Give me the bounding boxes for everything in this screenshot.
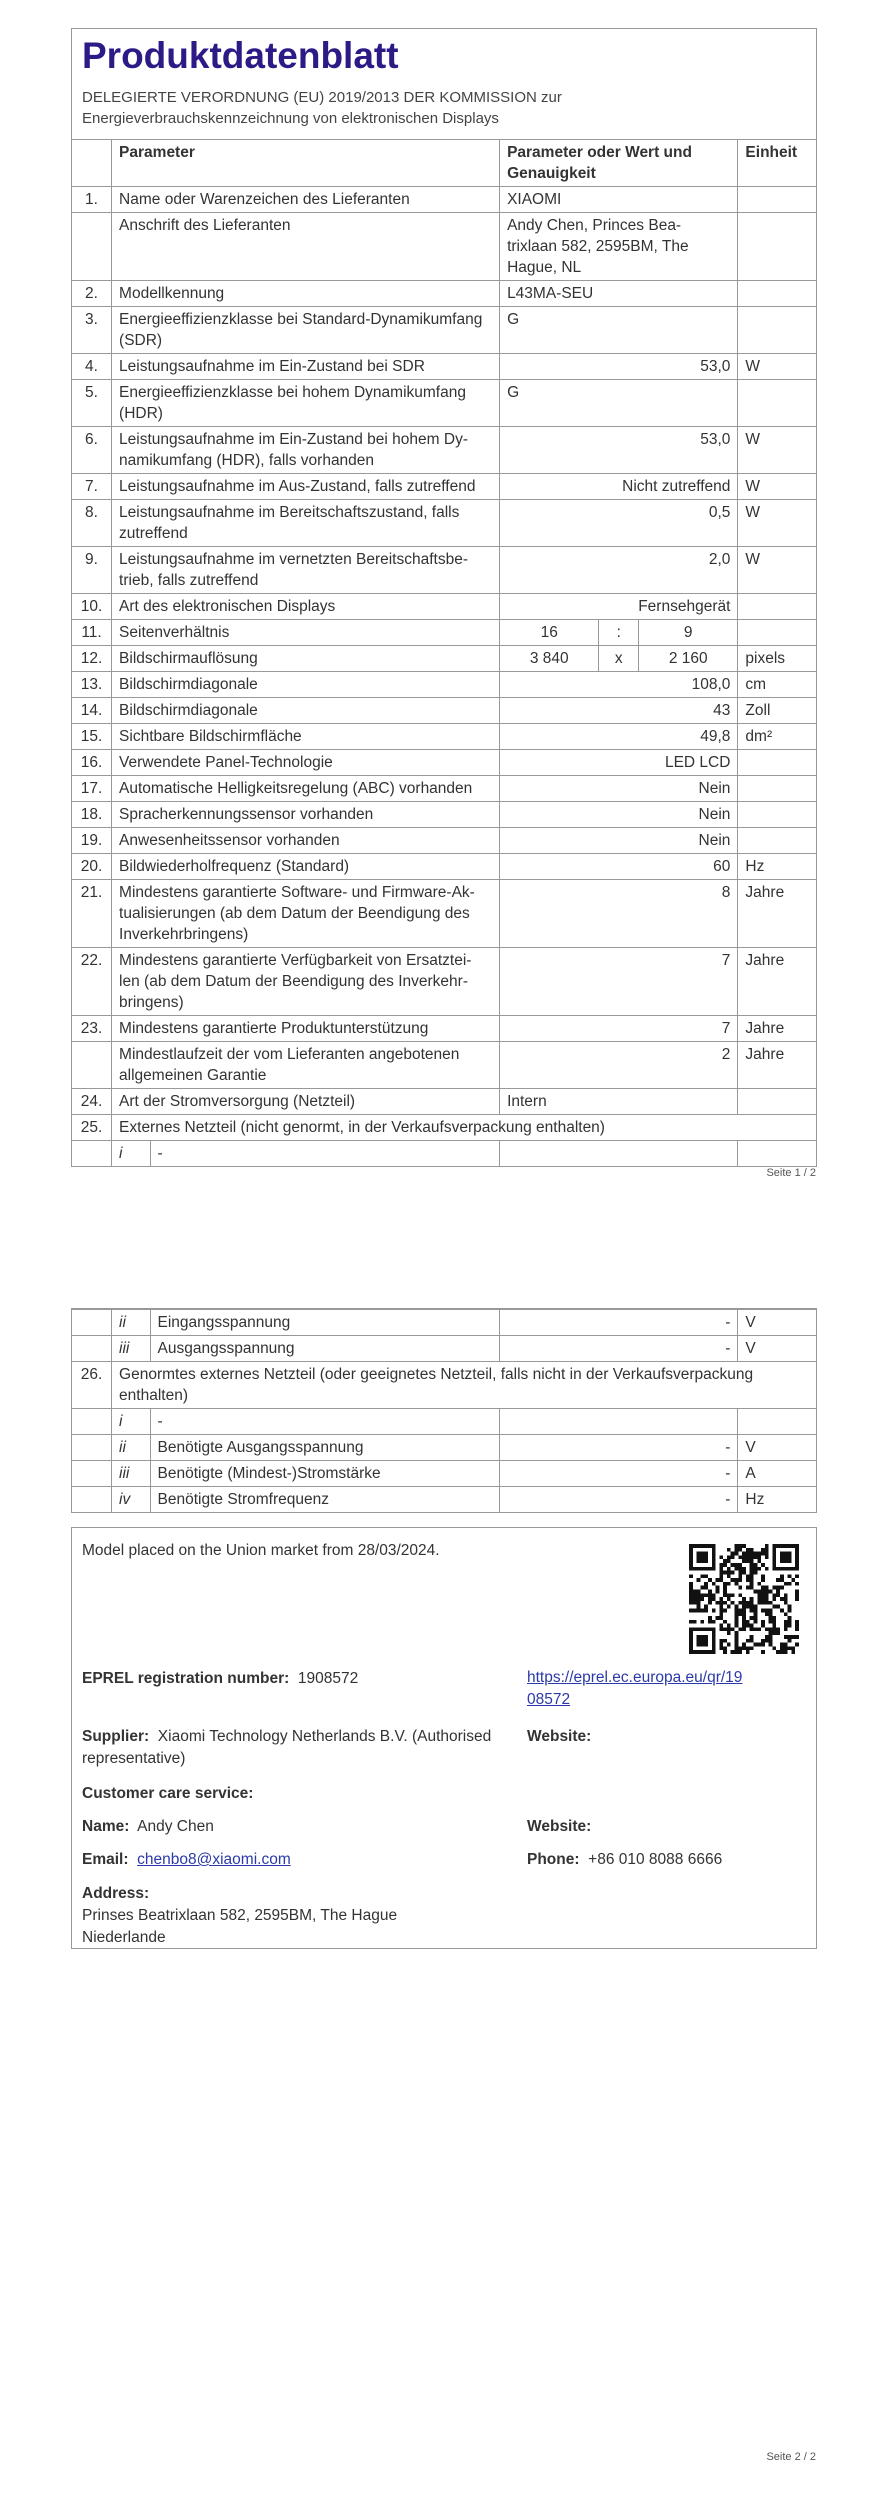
row-number: 10. xyxy=(72,594,112,620)
row-value: 60 xyxy=(500,854,738,880)
row-number: 18. xyxy=(72,802,112,828)
row-value-part-1: 3 840 xyxy=(500,646,599,672)
row-parameter: Art der Stromversorgung (Netzteil) xyxy=(112,1089,500,1115)
row-parameter: Externes Netzteil (nicht genormt, in der Verkaufsverpackung enthalten) xyxy=(112,1115,816,1141)
row-parameter: Bildschirmdiagonale xyxy=(112,672,500,698)
row-parameter: Name oder Warenzeichen des Lieferanten xyxy=(112,187,500,213)
address-block xyxy=(82,1883,397,1949)
row-number: 24. xyxy=(72,1089,112,1115)
row-unit: Hz xyxy=(738,854,816,880)
contact-name-row xyxy=(82,1816,214,1838)
row-value: Fernsehgerät xyxy=(500,594,738,620)
table-row xyxy=(72,672,816,698)
sub-unit: V xyxy=(738,1310,816,1336)
row-number: 16. xyxy=(72,750,112,776)
supplier-info-box xyxy=(71,1527,817,1949)
website-label-2: Website: xyxy=(527,1818,592,1835)
row-unit: Jahre xyxy=(738,1042,816,1089)
table-row xyxy=(72,307,816,354)
row-value-separator: x xyxy=(599,646,639,672)
row-parameter: Anwesenheitssensor vorhanden xyxy=(112,828,500,854)
sub-value xyxy=(500,1409,738,1435)
row-number: 19. xyxy=(72,828,112,854)
table-row xyxy=(72,500,816,547)
email-row xyxy=(82,1849,291,1871)
eprel-row xyxy=(82,1668,358,1690)
header-parameter: Parameter xyxy=(112,140,500,187)
row-unit: W xyxy=(738,474,816,500)
sub-unit: V xyxy=(738,1336,816,1362)
table-row xyxy=(72,620,816,646)
row-value-part-2: 2 160 xyxy=(639,646,738,672)
row-value: 2,0 xyxy=(500,547,738,594)
row-unit: dm² xyxy=(738,724,816,750)
table-row xyxy=(72,1362,816,1409)
sub-index: ii xyxy=(112,1435,150,1461)
row-parameter: Automatische Helligkeitsregelung (ABC) vorhanden xyxy=(112,776,500,802)
sub-row xyxy=(72,1336,816,1362)
sub-number-empty xyxy=(72,1310,112,1336)
sub-number-empty xyxy=(72,1461,112,1487)
row-number xyxy=(72,1042,112,1089)
row-number: 12. xyxy=(72,646,112,672)
row-unit xyxy=(738,307,816,354)
table-row xyxy=(72,1016,816,1042)
table-row xyxy=(72,828,816,854)
row-value: 53,0 xyxy=(500,427,738,474)
row-value: 43 xyxy=(500,698,738,724)
table-row xyxy=(72,547,816,594)
row-parameter: Mindestens garantierte Verfügbarkeit von Ersatztei-len (ab dem Datum der Beendigung des Inverkehr-bringens) xyxy=(112,948,500,1016)
row-value: Nicht zutreffend xyxy=(500,474,738,500)
contact-name: Andy Chen xyxy=(137,1818,214,1835)
row-number: 21. xyxy=(72,880,112,948)
row-unit: Jahre xyxy=(738,948,816,1016)
sub-row xyxy=(72,1435,816,1461)
page-title: Produktdatenblatt xyxy=(82,35,399,76)
sub-unit xyxy=(738,1141,816,1167)
row-parameter: Genormtes externes Netzteil (oder geeignetes Netzteil, falls nicht in der Verkaufsverpackung enthalten) xyxy=(112,1362,816,1409)
row-value-separator: : xyxy=(599,620,639,646)
eprel-link-line-1[interactable]: https://eprel.ec.europa.eu/qr/19 xyxy=(527,1669,743,1686)
qr-code-icon[interactable] xyxy=(689,1544,799,1654)
subtitle-line-1: DELEGIERTE VERORDNUNG (EU) 2019/2013 DER KOMMISSION zur xyxy=(82,89,562,106)
row-parameter: Bildschirmdiagonale xyxy=(112,698,500,724)
table-row xyxy=(72,594,816,620)
row-unit xyxy=(738,750,816,776)
sub-number-empty xyxy=(72,1336,112,1362)
row-value: G xyxy=(500,380,738,427)
table-row xyxy=(72,750,816,776)
table-row xyxy=(72,354,816,380)
sub-row xyxy=(72,1461,816,1487)
market-date-text: Model placed on the Union market from 28/03/2024. xyxy=(82,1542,440,1559)
row-unit: W xyxy=(738,354,816,380)
table-row xyxy=(72,646,816,672)
row-parameter: Energieeffizienzklasse bei Standard-Dynamikumfang (SDR) xyxy=(112,307,500,354)
sub-index: i xyxy=(112,1141,150,1167)
row-number: 8. xyxy=(72,500,112,547)
row-value: 7 xyxy=(500,948,738,1016)
sub-number-empty xyxy=(72,1409,112,1435)
row-parameter: Mindestens garantierte Software- und Firmware-Ak-tualisierungen (ab dem Datum der Beendigung des Inverkehrbringens) xyxy=(112,880,500,948)
regulation-subtitle xyxy=(72,79,816,139)
row-parameter: Modellkennung xyxy=(112,281,500,307)
row-parameter: Art des elektronischen Displays xyxy=(112,594,500,620)
row-value: Nein xyxy=(500,828,738,854)
table-row xyxy=(72,880,816,948)
sub-number-empty xyxy=(72,1141,112,1167)
row-unit: W xyxy=(738,500,816,547)
row-unit xyxy=(738,187,816,213)
row-unit xyxy=(738,380,816,427)
sub-parameter: Benötigte Stromfrequenz xyxy=(150,1487,500,1513)
datasheet-page-2 xyxy=(71,1308,817,1513)
sub-value: - xyxy=(500,1487,738,1513)
table-row xyxy=(72,1089,816,1115)
row-unit xyxy=(738,1089,816,1115)
row-value: 49,8 xyxy=(500,724,738,750)
row-parameter: Mindestlaufzeit der vom Lieferanten angebotenen allgemeinen Garantie xyxy=(112,1042,500,1089)
row-value: Intern xyxy=(500,1089,738,1115)
supplier-name: Xiaomi Technology Netherlands B.V. (Authorised xyxy=(157,1728,492,1745)
row-parameter: Leistungsaufnahme im Ein-Zustand bei hohem Dy-namikumfang (HDR), falls vorhanden xyxy=(112,427,500,474)
row-unit: W xyxy=(738,427,816,474)
row-number: 13. xyxy=(72,672,112,698)
row-number: 2. xyxy=(72,281,112,307)
parameter-table-continued xyxy=(72,1309,816,1512)
sub-value xyxy=(500,1141,738,1167)
sub-value: - xyxy=(500,1435,738,1461)
row-parameter: Seitenverhältnis xyxy=(112,620,500,646)
row-value: 108,0 xyxy=(500,672,738,698)
row-parameter: Verwendete Panel-Technologie xyxy=(112,750,500,776)
sub-parameter: Benötigte (Mindest-)Stromstärke xyxy=(150,1461,500,1487)
sub-index: iv xyxy=(112,1487,150,1513)
table-row xyxy=(72,281,816,307)
sub-index: i xyxy=(112,1409,150,1435)
header-number-cell xyxy=(72,140,112,187)
subtitle-line-2: Energieverbrauchskennzeichnung von elektronischen Displays xyxy=(82,110,499,127)
row-number: 7. xyxy=(72,474,112,500)
customer-care-label: Customer care service: xyxy=(82,1785,254,1802)
row-value: L43MA-SEU xyxy=(500,281,738,307)
row-number: 15. xyxy=(72,724,112,750)
row-value: Nein xyxy=(500,802,738,828)
row-value: 53,0 xyxy=(500,354,738,380)
row-parameter: Energieeffizienzklasse bei hohem Dynamikumfang (HDR) xyxy=(112,380,500,427)
table-row xyxy=(72,698,816,724)
page-number-2: Seite 2 / 2 xyxy=(766,2451,816,2463)
row-unit xyxy=(738,620,816,646)
row-unit: Zoll xyxy=(738,698,816,724)
row-parameter: Mindestens garantierte Produktunterstützung xyxy=(112,1016,500,1042)
datasheet-page-1 xyxy=(71,28,817,1167)
row-parameter: Leistungsaufnahme im vernetzten Bereitschaftsbe-trieb, falls zutreffend xyxy=(112,547,500,594)
row-parameter: Bildwiederholfrequenz (Standard) xyxy=(112,854,500,880)
sub-unit xyxy=(738,1409,816,1435)
row-unit: pixels xyxy=(738,646,816,672)
row-unit xyxy=(738,776,816,802)
table-row xyxy=(72,724,816,750)
parameter-table xyxy=(72,139,816,1166)
header-value: Parameter oder Wert und Genauigkeit xyxy=(500,140,738,187)
sub-unit: A xyxy=(738,1461,816,1487)
phone-number: +86 010 8088 6666 xyxy=(588,1851,723,1868)
sub-parameter: - xyxy=(150,1409,500,1435)
row-number: 11. xyxy=(72,620,112,646)
table-row xyxy=(72,474,816,500)
table-row xyxy=(72,854,816,880)
row-unit: Jahre xyxy=(738,1016,816,1042)
row-number: 22. xyxy=(72,948,112,1016)
row-value: Andy Chen, Princes Bea-trixlaan 582, 2595BM, The Hague, NL xyxy=(500,213,738,281)
row-unit xyxy=(738,594,816,620)
address-line-1: Prinses Beatrixlaan 582, 2595BM, The Hague xyxy=(82,1907,398,1924)
row-value: LED LCD xyxy=(500,750,738,776)
table-row xyxy=(72,1042,816,1089)
row-parameter: Sichtbare Bildschirmfläche xyxy=(112,724,500,750)
page-number-1: Seite 1 / 2 xyxy=(766,1167,816,1179)
row-number: 5. xyxy=(72,380,112,427)
row-number: 23. xyxy=(72,1016,112,1042)
row-unit: Jahre xyxy=(738,880,816,948)
row-value: 2 xyxy=(500,1042,738,1089)
row-number: 6. xyxy=(72,427,112,474)
sub-parameter: - xyxy=(150,1141,500,1167)
row-value: 8 xyxy=(500,880,738,948)
row-number: 1. xyxy=(72,187,112,213)
sub-parameter: Ausgangsspannung xyxy=(150,1336,500,1362)
row-parameter: Leistungsaufnahme im Ein-Zustand bei SDR xyxy=(112,354,500,380)
sub-row xyxy=(72,1141,816,1167)
table-row xyxy=(72,213,816,281)
row-parameter: Leistungsaufnahme im Bereitschaftszustand, falls zutreffend xyxy=(112,500,500,547)
supplier-label: Supplier: xyxy=(82,1728,150,1745)
row-parameter: Leistungsaufnahme im Aus-Zustand, falls zutreffend xyxy=(112,474,500,500)
row-value: Nein xyxy=(500,776,738,802)
sub-unit: Hz xyxy=(738,1487,816,1513)
phone-row xyxy=(527,1849,722,1871)
row-unit xyxy=(738,802,816,828)
sub-value: - xyxy=(500,1310,738,1336)
address-label: Address: xyxy=(82,1885,150,1902)
row-value: 0,5 xyxy=(500,500,738,547)
row-value-part-2: 9 xyxy=(639,620,738,646)
sub-row xyxy=(72,1310,816,1336)
row-number: 3. xyxy=(72,307,112,354)
eprel-label: EPREL registration number: xyxy=(82,1670,290,1687)
row-value: G xyxy=(500,307,738,354)
row-number: 17. xyxy=(72,776,112,802)
row-unit xyxy=(738,213,816,281)
table-row xyxy=(72,802,816,828)
sub-index: iii xyxy=(112,1336,150,1362)
row-number: 4. xyxy=(72,354,112,380)
row-unit: cm xyxy=(738,672,816,698)
table-row xyxy=(72,1115,816,1141)
sub-index: ii xyxy=(112,1310,150,1336)
row-parameter: Anschrift des Lieferanten xyxy=(112,213,500,281)
table-row xyxy=(72,427,816,474)
row-number: 9. xyxy=(72,547,112,594)
sub-value: - xyxy=(500,1336,738,1362)
supplier-name-line-2: representative) xyxy=(82,1750,186,1767)
row-value: 7 xyxy=(500,1016,738,1042)
email-link[interactable]: chenbo8@xiaomi.com xyxy=(137,1851,291,1868)
row-number: 26. xyxy=(72,1362,112,1409)
sub-number-empty xyxy=(72,1435,112,1461)
website-label: Website: xyxy=(527,1728,592,1745)
row-value: XIAOMI xyxy=(500,187,738,213)
table-row xyxy=(72,380,816,427)
sub-row xyxy=(72,1409,816,1435)
sub-unit: V xyxy=(738,1435,816,1461)
address-line-2: Niederlande xyxy=(82,1929,166,1946)
row-parameter: Bildschirmauflösung xyxy=(112,646,500,672)
sub-row xyxy=(72,1487,816,1513)
eprel-number: 1908572 xyxy=(297,1670,359,1687)
sub-value: - xyxy=(500,1461,738,1487)
sub-index: iii xyxy=(112,1461,150,1487)
row-unit xyxy=(738,281,816,307)
sub-parameter: Benötigte Ausgangsspannung xyxy=(150,1435,500,1461)
eprel-link-line-2[interactable]: 08572 xyxy=(527,1691,571,1708)
table-row xyxy=(72,187,816,213)
table-header-row xyxy=(72,140,816,187)
eprel-link[interactable] xyxy=(527,1667,742,1711)
sub-parameter: Eingangsspannung xyxy=(150,1310,500,1336)
phone-label: Phone: xyxy=(527,1851,580,1868)
row-value-part-1: 16 xyxy=(500,620,599,646)
row-unit: W xyxy=(738,547,816,594)
supplier-row xyxy=(82,1726,491,1770)
row-number: 14. xyxy=(72,698,112,724)
email-label: Email: xyxy=(82,1851,129,1868)
row-number xyxy=(72,213,112,281)
sub-number-empty xyxy=(72,1487,112,1513)
header-unit: Einheit xyxy=(738,140,816,187)
row-parameter: Spracherkennungssensor vorhanden xyxy=(112,802,500,828)
table-row xyxy=(72,948,816,1016)
row-number: 20. xyxy=(72,854,112,880)
name-label: Name: xyxy=(82,1818,130,1835)
row-number: 25. xyxy=(72,1115,112,1141)
table-row xyxy=(72,776,816,802)
row-unit xyxy=(738,828,816,854)
